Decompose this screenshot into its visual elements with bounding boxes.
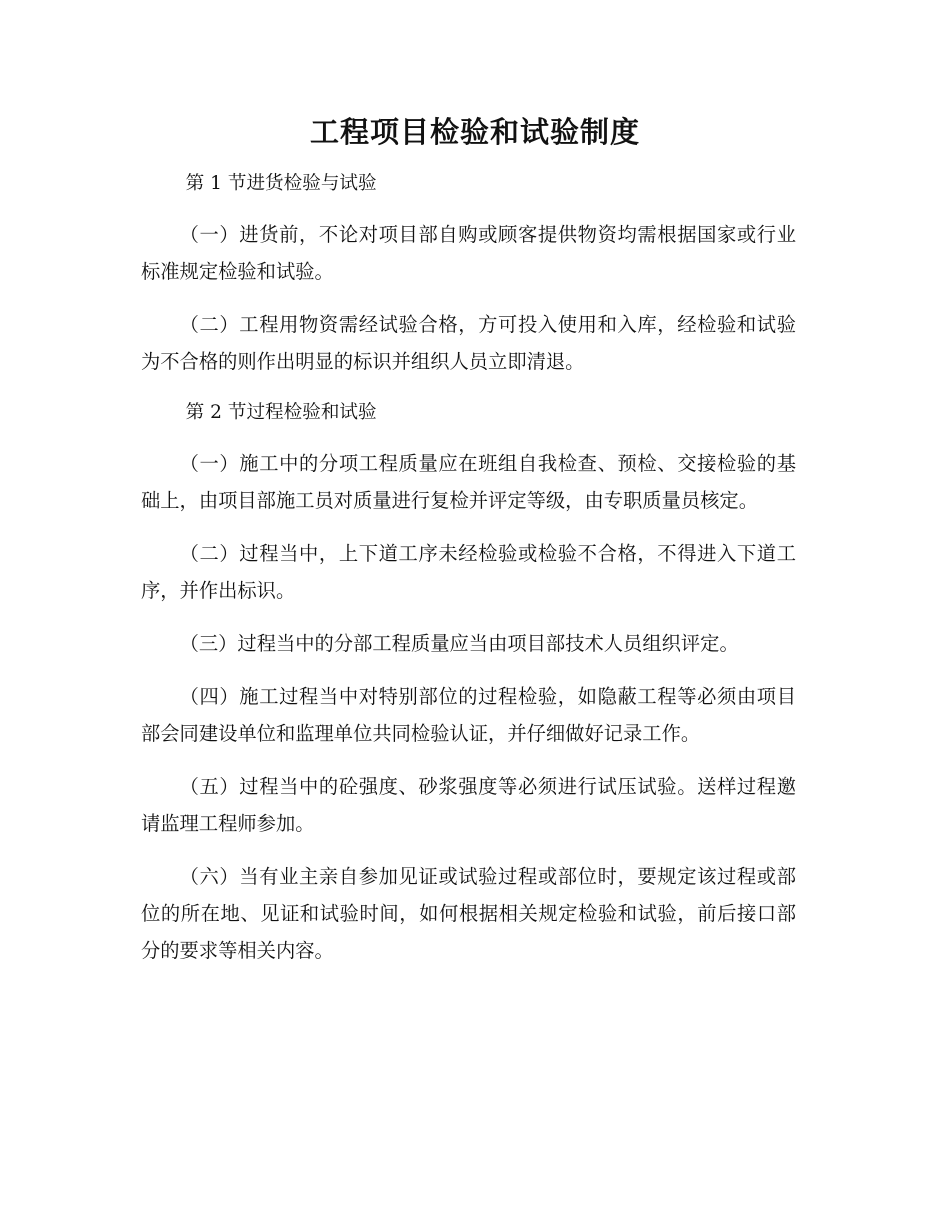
section-2-paragraph-4: （四）施工过程当中对特别部位的过程检验，如隐蔽工程等必须由项目部会同建设单位和监理单位共同检验认证，并仔细做好记录工作。 bbox=[141, 685, 796, 745]
section-1-paragraph-2: （二）工程用物资需经试验合格，方可投入使用和入库，经检验和试验为不合格的则作出明显的标识并组织人员立即清退。 bbox=[141, 313, 796, 373]
section-1-paragraph-1: （一）进货前，不论对项目部自购或顾客提供物资均需根据国家或行业标准规定检验和试验。 bbox=[141, 223, 796, 283]
section-2-paragraph-1: （一）施工中的分项工程质量应在班组自我检查、预检、交接检验的基础上，由项目部施工员对质量进行复检并评定等级，由专职质量员核定。 bbox=[141, 452, 796, 512]
document-title: 工程项目检验和试验制度 bbox=[309, 115, 640, 149]
section-1-heading: 第 1 节进货检验与试验 bbox=[185, 173, 377, 194]
section-2-paragraph-6: （六）当有业主亲自参加见证或试验过程或部位时，要规定该过程或部位的所在地、见证和试验时间，如何根据相关规定检验和试验，前后接口部分的要求等相关内容。 bbox=[141, 865, 796, 962]
section-2-paragraph-3: （三）过程当中的分部工程质量应当由项目部技术人员组织评定。 bbox=[179, 632, 739, 655]
section-2-paragraph-2: （二）过程当中，上下道工序未经检验或检验不合格，不得进入下道工序，并作出标识。 bbox=[141, 542, 796, 602]
document-body bbox=[141, 165, 796, 969]
section-2-paragraph-5: （五）过程当中的砼强度、砂浆强度等必须进行试压试验。送样过程邀请监理工程师参加。 bbox=[141, 775, 796, 835]
section-2-heading: 第 2 节过程检验和试验 bbox=[185, 402, 377, 423]
